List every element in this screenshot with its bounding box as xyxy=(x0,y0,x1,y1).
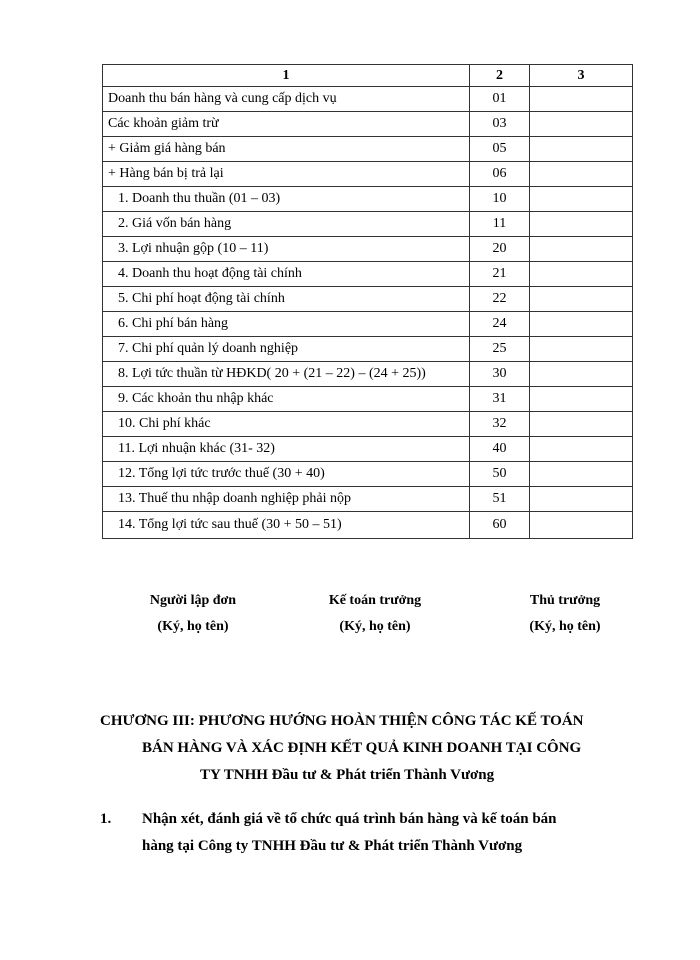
row-value xyxy=(530,87,633,112)
row-value xyxy=(530,137,633,162)
row-value xyxy=(530,487,633,512)
row-value xyxy=(530,512,633,539)
row-label: 9. Các khoản thu nhập khác xyxy=(103,387,470,412)
table-row xyxy=(103,362,633,387)
signature-chief-accountant xyxy=(295,588,455,640)
row-label: Các khoản giảm trừ xyxy=(103,112,470,137)
chapter-heading xyxy=(100,708,640,789)
column-header: 1 xyxy=(103,65,470,87)
row-value xyxy=(530,337,633,362)
row-code: 10 xyxy=(470,187,530,212)
row-label: 12. Tổng lợi tức trước thuế (30 + 40) xyxy=(103,462,470,487)
signature-title: Người lập đơn xyxy=(149,593,237,608)
signature-director xyxy=(485,588,645,640)
row-code: 51 xyxy=(470,487,530,512)
table-row xyxy=(103,512,633,539)
row-code: 32 xyxy=(470,412,530,437)
row-code: 06 xyxy=(470,162,530,187)
row-code: 22 xyxy=(470,287,530,312)
chapter-heading-line: CHƯƠNG III: PHƯƠNG HƯỚNG HOÀN THIỆN CÔNG TÁC KẾ TOÁN xyxy=(100,713,584,729)
row-code: 50 xyxy=(470,462,530,487)
row-label: 8. Lợi tức thuần từ HĐKD( 20 + (21 – 22) – (24 + 25)) xyxy=(103,362,470,387)
row-value xyxy=(530,462,633,487)
signature-subtitle: (Ký, họ tên) xyxy=(529,619,601,634)
signature-preparer xyxy=(113,588,273,640)
table-row xyxy=(103,412,633,437)
column-header: 2 xyxy=(470,65,530,87)
table-row xyxy=(103,387,633,412)
table-row xyxy=(103,162,633,187)
chapter-heading-line: TY TNHH Đầu tư & Phát triển Thành Vương xyxy=(200,767,495,783)
table-row xyxy=(103,312,633,337)
row-code: 03 xyxy=(470,112,530,137)
table-row xyxy=(103,237,633,262)
row-label: 5. Chi phí hoạt động tài chính xyxy=(103,287,470,312)
table-row xyxy=(103,262,633,287)
signature-title: Kế toán trưởng xyxy=(328,593,422,608)
table-row xyxy=(103,337,633,362)
row-code: 24 xyxy=(470,312,530,337)
table-row xyxy=(103,112,633,137)
section-number: 1. xyxy=(100,811,112,827)
row-value xyxy=(530,187,633,212)
row-value xyxy=(530,362,633,387)
row-value xyxy=(530,412,633,437)
signature-subtitle: (Ký, họ tên) xyxy=(157,619,229,634)
section-heading-line: Nhận xét, đánh giá về tổ chức quá trình bán hàng và kế toán bán xyxy=(142,811,557,827)
row-label: 13. Thuế thu nhập doanh nghiệp phải nộp xyxy=(103,487,470,512)
row-value xyxy=(530,112,633,137)
row-label: Doanh thu bán hàng và cung cấp dịch vụ xyxy=(103,87,470,112)
row-label: 7. Chi phí quản lý doanh nghiệp xyxy=(103,337,470,362)
table-row xyxy=(103,187,633,212)
signature-title: Thủ trưởng xyxy=(529,593,601,608)
row-label: 11. Lợi nhuận khác (31- 32) xyxy=(103,437,470,462)
row-code: 11 xyxy=(470,212,530,237)
section-heading xyxy=(100,806,640,860)
row-value xyxy=(530,312,633,337)
row-code: 21 xyxy=(470,262,530,287)
row-label: 3. Lợi nhuận gộp (10 – 11) xyxy=(103,237,470,262)
row-code: 25 xyxy=(470,337,530,362)
row-value xyxy=(530,212,633,237)
chapter-heading-line: BÁN HÀNG VÀ XÁC ĐỊNH KẾT QUẢ KINH DOANH TẠI CÔNG xyxy=(142,740,582,756)
signature-subtitle: (Ký, họ tên) xyxy=(339,619,411,634)
row-label: 1. Doanh thu thuần (01 – 03) xyxy=(103,187,470,212)
table-row xyxy=(103,462,633,487)
row-label: 2. Giá vốn bán hàng xyxy=(103,212,470,237)
table-row xyxy=(103,87,633,112)
row-code: 60 xyxy=(470,512,530,539)
row-label: 6. Chi phí bán hàng xyxy=(103,312,470,337)
row-value xyxy=(530,287,633,312)
row-value xyxy=(530,262,633,287)
row-label: 10. Chi phí khác xyxy=(103,412,470,437)
table-row xyxy=(103,487,633,512)
column-header: 3 xyxy=(530,65,633,87)
table-header-row xyxy=(103,65,633,87)
table-row xyxy=(103,437,633,462)
row-label: 14. Tổng lợi tức sau thuế (30 + 50 – 51) xyxy=(103,512,470,539)
section-heading-line: hàng tại Công ty TNHH Đầu tư & Phát triển Thành Vương xyxy=(142,838,523,854)
row-code: 20 xyxy=(470,237,530,262)
row-label: 4. Doanh thu hoạt động tài chính xyxy=(103,262,470,287)
row-value xyxy=(530,237,633,262)
row-value xyxy=(530,387,633,412)
row-code: 01 xyxy=(470,87,530,112)
row-value xyxy=(530,162,633,187)
table-row xyxy=(103,137,633,162)
row-code: 40 xyxy=(470,437,530,462)
row-label: + Hàng bán bị trả lại xyxy=(103,162,470,187)
row-code: 31 xyxy=(470,387,530,412)
row-value xyxy=(530,437,633,462)
row-code: 05 xyxy=(470,137,530,162)
table-row xyxy=(103,287,633,312)
table-row xyxy=(103,212,633,237)
row-code: 30 xyxy=(470,362,530,387)
income-statement-table xyxy=(102,64,633,539)
row-label: + Giảm giá hàng bán xyxy=(103,137,470,162)
